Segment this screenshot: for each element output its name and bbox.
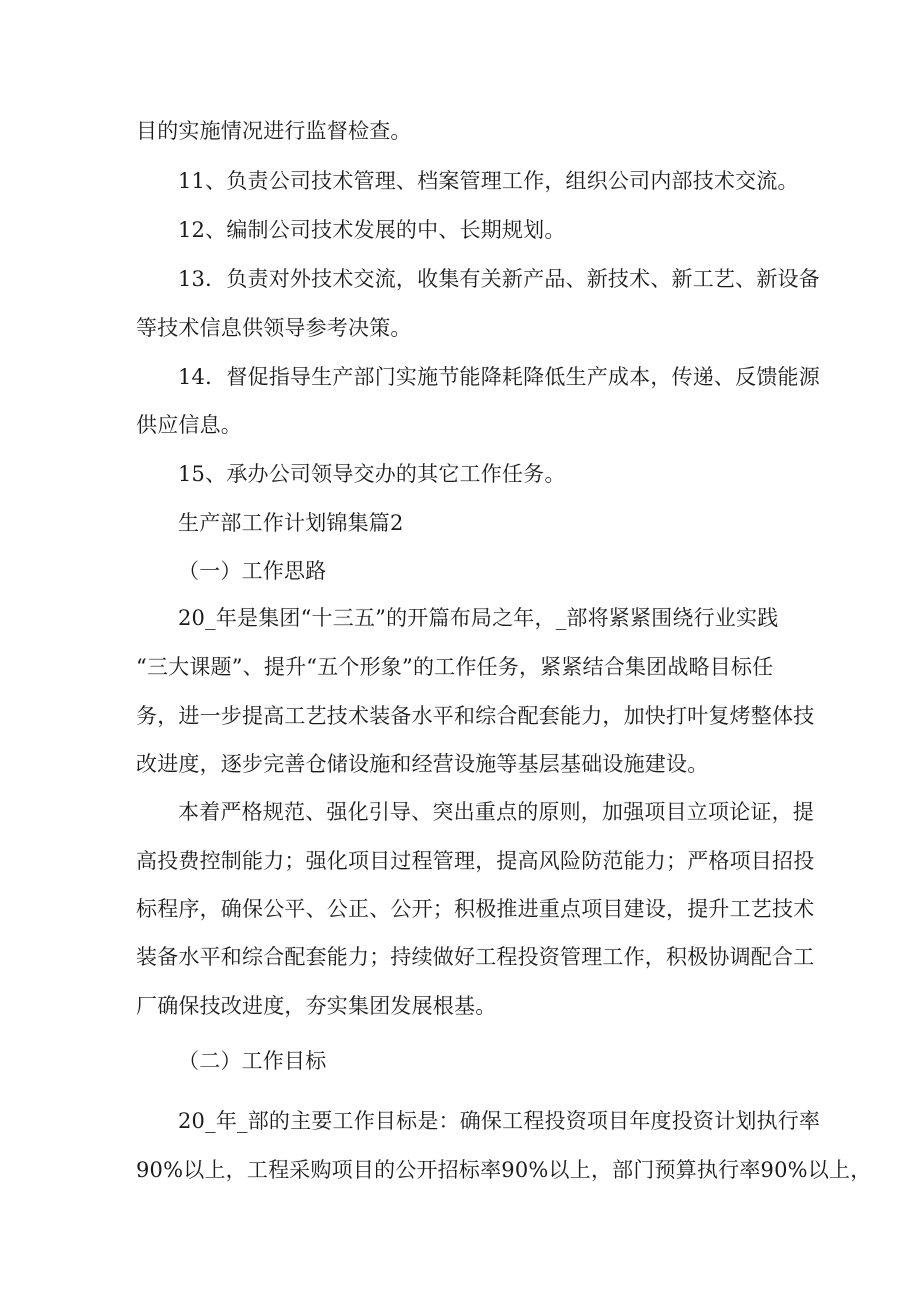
- duty-item-14-cont: 供应信息。: [136, 413, 242, 437]
- section1-para2-line: 本着严格规范、强化引导、突出重点的原则，加强项目立项论证，提: [178, 800, 814, 824]
- duty-item-11: 11、负责公司技术管理、档案管理工作，组织公司内部技术交流。: [178, 169, 799, 193]
- duty-item-12: 12、编制公司技术发展的中、长期规划。: [178, 218, 566, 242]
- duty-item-15: 15、承办公司领导交办的其它工作任务。: [178, 462, 566, 486]
- section1-heading: （一）工作思路: [178, 559, 327, 583]
- section2-para1-line: 90%以上，工程采购项目的公开招标率90%以上，部门预算执行率90%以上，: [136, 1158, 872, 1182]
- section1-para1-line: “三大课题”、提升“五个形象”的工作任务，紧紧结合集团战略目标任: [136, 655, 774, 679]
- section1-para1-line: 20_年是集团“十三五”的开篇布局之年，_部将紧紧围绕行业实践: [178, 606, 779, 630]
- section1-para1-line: 改进度，逐步完善仓储设施和经营设施等基层基础设施建设。: [136, 752, 709, 776]
- section1-para2-line: 高投费控制能力；强化项目过程管理，提高风险防范能力；严格项目招投: [136, 849, 815, 873]
- section2-para1-line: 20_年_部的主要工作目标是：确保工程投资项目年度投资计划执行率: [178, 1109, 821, 1133]
- duty-item-14: 14．督促指导生产部门实施节能降耗降低生产成本，传递、反馈能源: [178, 365, 820, 389]
- continuation-line: 目的实施情况进行监督检查。: [136, 119, 412, 143]
- section1-para2-line: 厂确保技改进度，夯实集团发展根基。: [136, 994, 497, 1018]
- duty-item-13: 13．负责对外技术交流，收集有关新产品、新技术、新工艺、新设备: [178, 267, 820, 291]
- section1-para2-line: 标程序，确保公平、公正、公开；积极推进重点项目建设，提升工艺技术: [136, 897, 815, 921]
- section1-para1-line: 务，进一步提高工艺技术装备水平和综合配套能力，加快打叶复烤整体技: [136, 704, 815, 728]
- section1-para2-line: 装备水平和综合配套能力；持续做好工程投资管理工作，积极协调配合工: [136, 945, 815, 969]
- duty-item-13-cont: 等技术信息供领导参考决策。: [136, 316, 412, 340]
- section2-heading: （二）工作目标: [178, 1049, 327, 1073]
- article-title: 生产部工作计划锦集篇2: [178, 511, 404, 535]
